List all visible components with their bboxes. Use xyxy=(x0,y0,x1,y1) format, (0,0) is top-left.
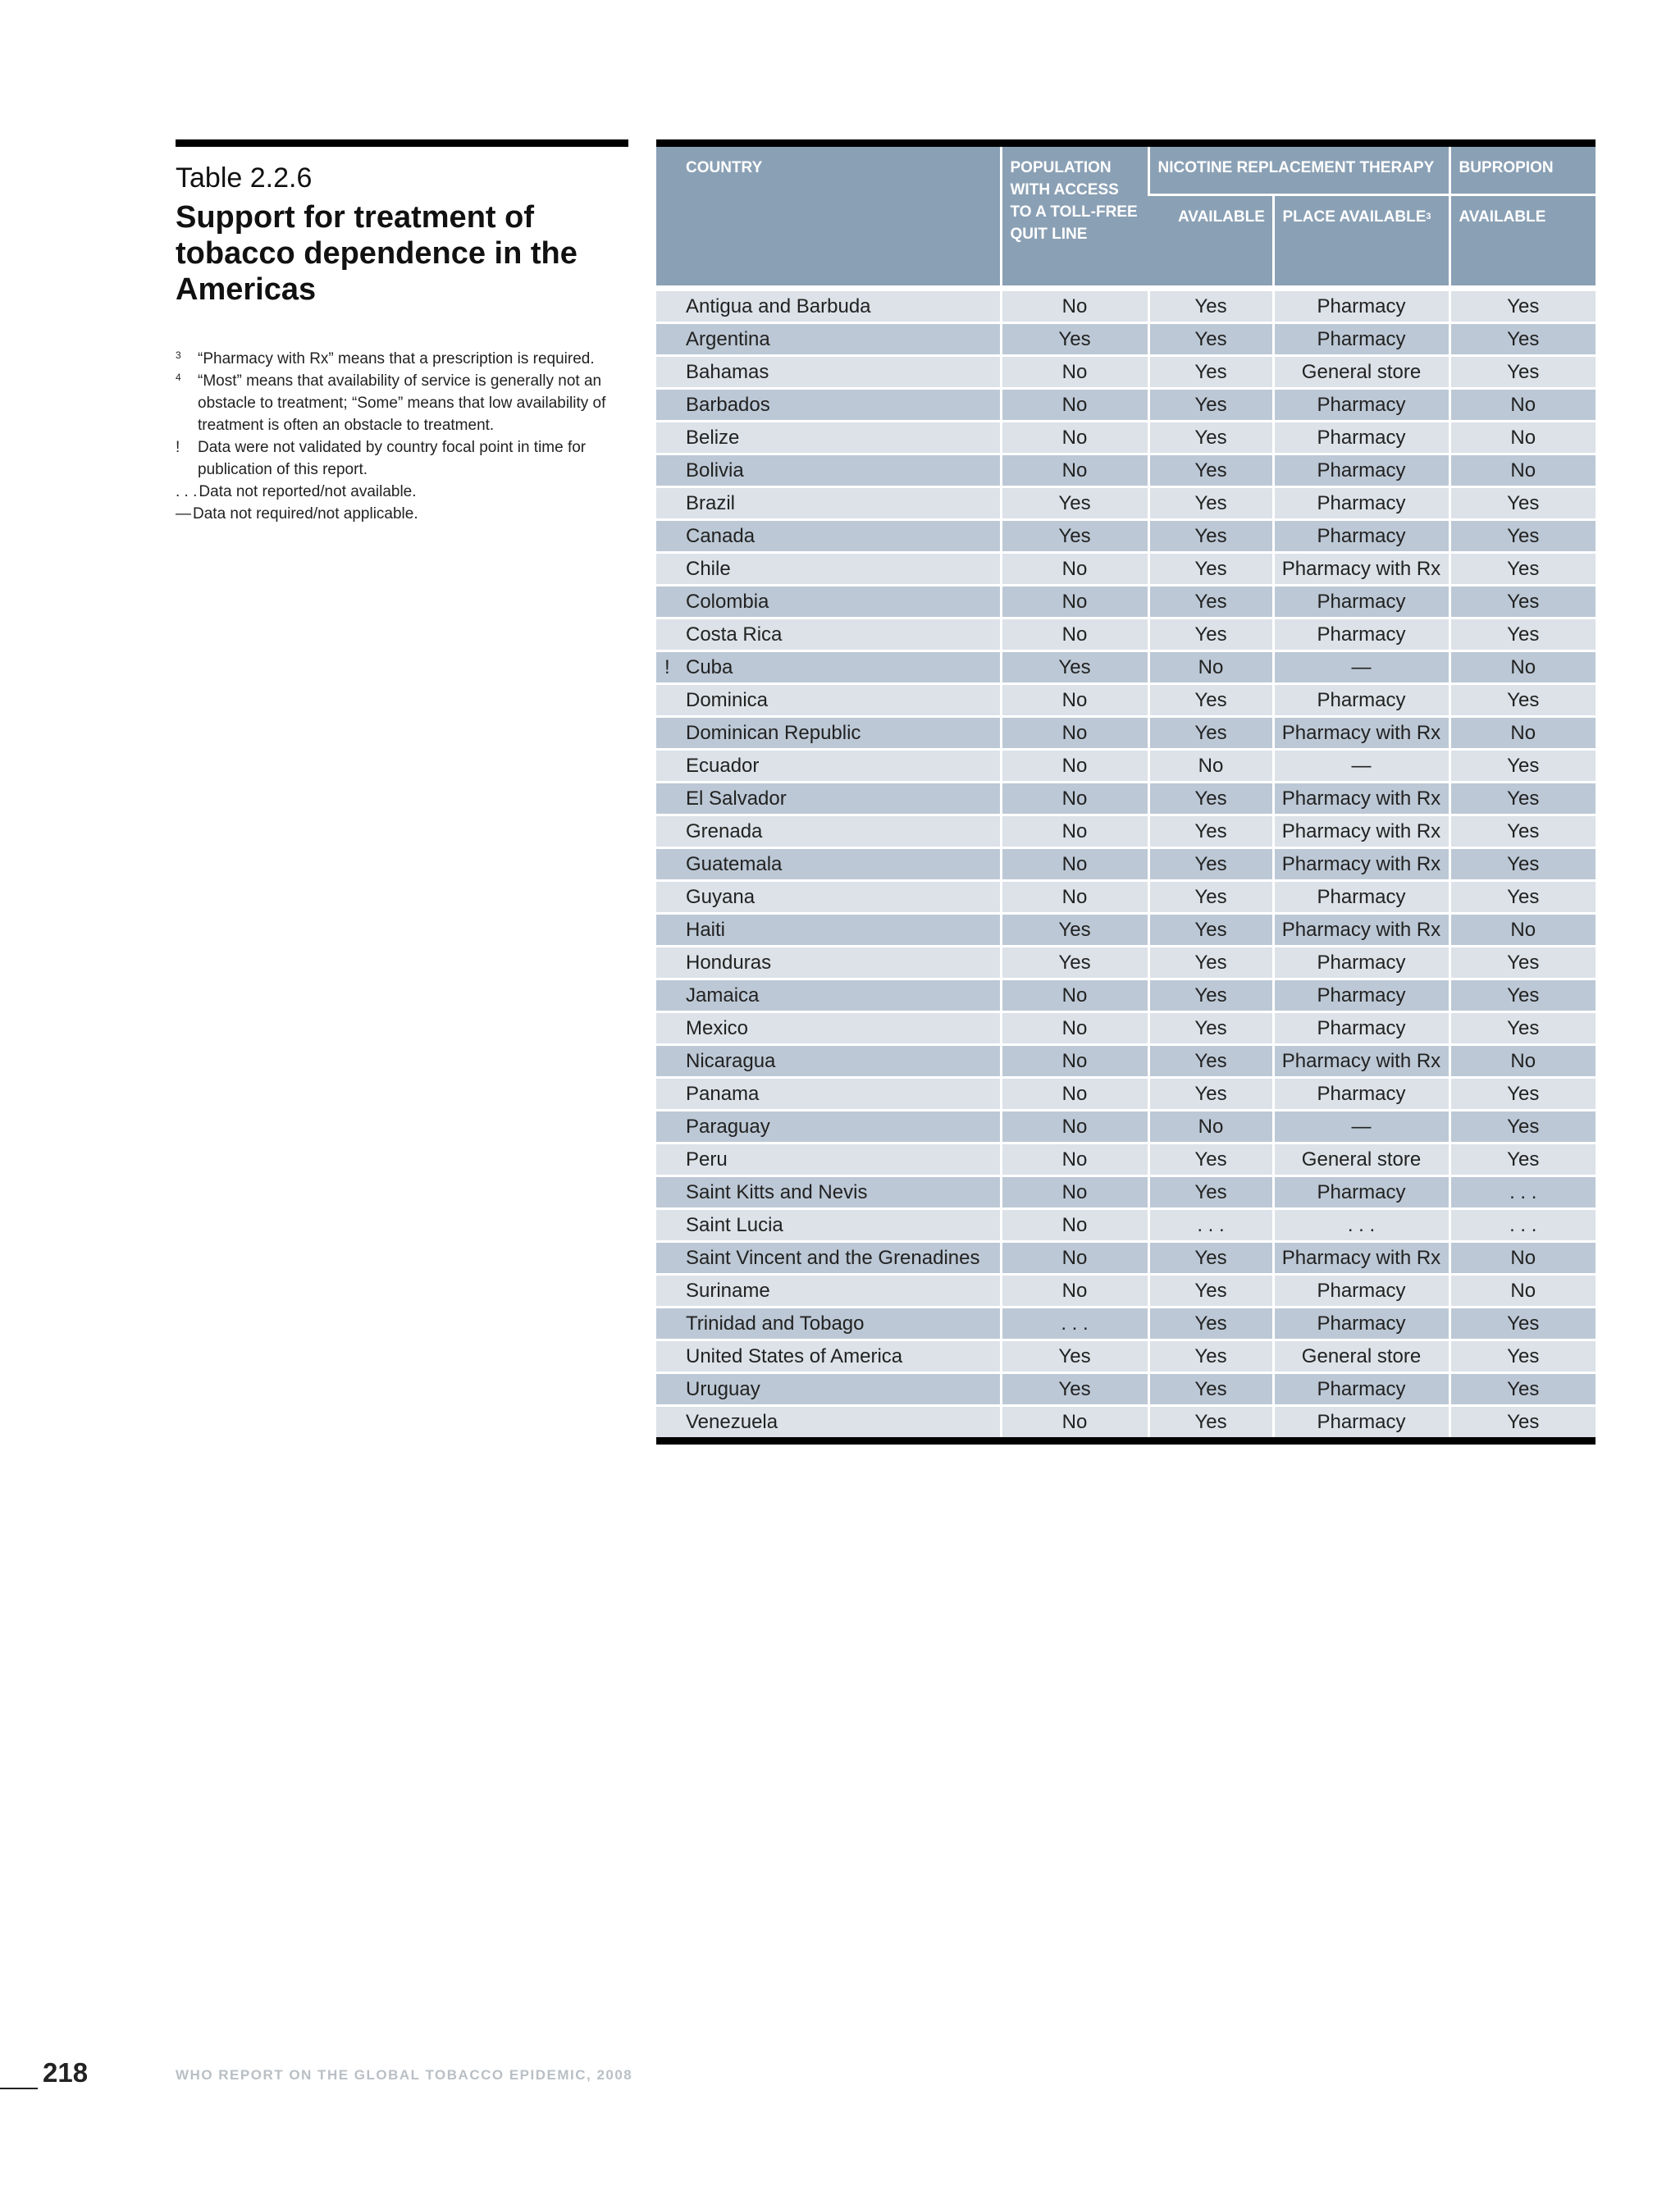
country-name: Canada xyxy=(686,524,756,547)
cell-nrt-place: Pharmacy xyxy=(1273,1012,1449,1045)
cell-quitline: No xyxy=(1001,619,1148,651)
cell-bupropion: Yes xyxy=(1449,586,1596,619)
cell-bupropion: Yes xyxy=(1449,947,1596,979)
cell-bupropion: Yes xyxy=(1449,1078,1596,1111)
cell-nrt-available: Yes xyxy=(1148,684,1273,717)
cell-nrt-available: Yes xyxy=(1148,487,1273,520)
country-name: Panama xyxy=(686,1082,760,1105)
cell-country xyxy=(656,1143,1001,1176)
cell-quitline: Yes xyxy=(1001,651,1148,684)
cell-country xyxy=(656,454,1001,487)
cell-quitline: No xyxy=(1001,881,1148,914)
cell-quitline: No xyxy=(1001,290,1148,323)
cell-country xyxy=(656,1275,1001,1308)
table-row xyxy=(656,1012,1596,1045)
table-caption xyxy=(176,139,628,308)
cell-nrt-place: Pharmacy xyxy=(1273,979,1449,1012)
footnotes xyxy=(176,348,635,525)
table-row xyxy=(656,914,1596,947)
table-number: Table 2.2.6 xyxy=(176,162,313,194)
running-title: WHO REPORT ON THE GLOBAL TOBACCO EPIDEMIC, 2008 xyxy=(176,2067,633,2083)
cell-nrt-place: Pharmacy xyxy=(1273,881,1449,914)
footnote-mark: . . . xyxy=(176,483,198,500)
cell-nrt-place: Pharmacy with Rx xyxy=(1273,848,1449,881)
table-row xyxy=(656,454,1596,487)
cell-country xyxy=(656,1078,1001,1111)
cell-nrt-place: Pharmacy xyxy=(1273,1406,1449,1438)
cell-nrt-available: Yes xyxy=(1148,914,1273,947)
cell-nrt-available: Yes xyxy=(1148,1143,1273,1176)
cell-bupropion: Yes xyxy=(1449,979,1596,1012)
not-validated-flag: ! xyxy=(664,656,670,678)
country-name: Uruguay xyxy=(686,1377,760,1400)
country-name: Guatemala xyxy=(686,852,783,875)
cell-bupropion: Yes xyxy=(1449,881,1596,914)
cell-nrt-available: Yes xyxy=(1148,619,1273,651)
cell-nrt-available: Yes xyxy=(1148,1406,1273,1438)
cell-quitline: Yes xyxy=(1001,914,1148,947)
cell-nrt-available: Yes xyxy=(1148,1275,1273,1308)
header-country: COUNTRY xyxy=(656,147,1001,285)
cell-bupropion: Yes xyxy=(1449,290,1596,323)
cell-nrt-available: Yes xyxy=(1148,1242,1273,1275)
header-quitline: POPULATION WITH ACCESS TO A TOLL-FREE QUIT LINE xyxy=(1001,147,1148,285)
cell-bupropion: Yes xyxy=(1449,815,1596,848)
cell-quitline: Yes xyxy=(1001,1340,1148,1373)
cell-bupropion: Yes xyxy=(1449,1143,1596,1176)
header-nrt-place xyxy=(1273,195,1449,286)
table-row xyxy=(656,520,1596,553)
cell-bupropion: Yes xyxy=(1449,684,1596,717)
footnote-text: Data not required/not applicable. xyxy=(193,505,418,523)
header-nrt-place-footnote: 3 xyxy=(1426,212,1431,221)
cell-nrt-place: Pharmacy xyxy=(1273,947,1449,979)
header-nrt-place-label: PLACE AVAILABLE xyxy=(1282,208,1427,226)
cell-bupropion: Yes xyxy=(1449,520,1596,553)
cell-nrt-available: Yes xyxy=(1148,422,1273,454)
footnote-mark: — xyxy=(176,505,191,523)
table-row xyxy=(656,684,1596,717)
cell-nrt-place: — xyxy=(1273,1111,1449,1143)
header-bupropion-group: BUPROPION xyxy=(1449,147,1596,195)
cell-quitline: . . . xyxy=(1001,1308,1148,1340)
country-name: Antigua and Barbuda xyxy=(686,294,871,317)
cell-country xyxy=(656,914,1001,947)
footnote-text: Data were not validated by country focal point in time for publication of this report. xyxy=(198,439,587,478)
footnote xyxy=(176,436,635,481)
country-name: Suriname xyxy=(686,1279,770,1302)
cell-country xyxy=(656,979,1001,1012)
cell-nrt-available: Yes xyxy=(1148,356,1273,389)
cell-country xyxy=(656,1176,1001,1209)
cell-bupropion: No xyxy=(1449,389,1596,422)
cell-country xyxy=(656,520,1001,553)
cell-nrt-available: . . . xyxy=(1148,1209,1273,1242)
table-row xyxy=(656,1111,1596,1143)
cell-nrt-available: Yes xyxy=(1148,1308,1273,1340)
page-number: 218 xyxy=(43,2057,89,2088)
cell-country xyxy=(656,717,1001,750)
cell-nrt-place: Pharmacy xyxy=(1273,520,1449,553)
country-name: Cuba xyxy=(686,655,733,678)
cell-quitline: No xyxy=(1001,1209,1148,1242)
cell-nrt-available: Yes xyxy=(1148,881,1273,914)
cell-quitline: No xyxy=(1001,1045,1148,1078)
table-row xyxy=(656,1176,1596,1209)
footnote-text: Data not reported/not available. xyxy=(199,483,417,500)
cell-quitline: No xyxy=(1001,389,1148,422)
country-name: Belize xyxy=(686,426,740,449)
cell-nrt-place: — xyxy=(1273,750,1449,783)
country-name: Saint Lucia xyxy=(686,1213,783,1236)
cell-nrt-place: — xyxy=(1273,651,1449,684)
cell-country xyxy=(656,1340,1001,1373)
country-name: Bolivia xyxy=(686,459,744,482)
country-name: Bahamas xyxy=(686,360,769,383)
country-name: Trinidad and Tobago xyxy=(686,1312,865,1335)
cell-country xyxy=(656,1209,1001,1242)
cell-nrt-place: Pharmacy xyxy=(1273,684,1449,717)
cell-country xyxy=(656,947,1001,979)
footnote xyxy=(176,348,635,370)
cell-quitline: Yes xyxy=(1001,520,1148,553)
country-name: Venezuela xyxy=(686,1410,778,1433)
footnote-text: “Pharmacy with Rx” means that a prescription is required. xyxy=(198,350,595,367)
cell-quitline: No xyxy=(1001,1012,1148,1045)
cell-nrt-place: Pharmacy xyxy=(1273,422,1449,454)
table-row xyxy=(656,487,1596,520)
table-row xyxy=(656,290,1596,323)
cell-nrt-available: Yes xyxy=(1148,586,1273,619)
cell-bupropion: No xyxy=(1449,1242,1596,1275)
cell-country xyxy=(656,422,1001,454)
cell-nrt-available: Yes xyxy=(1148,783,1273,815)
cell-nrt-available: Yes xyxy=(1148,1340,1273,1373)
country-name: Mexico xyxy=(686,1016,749,1039)
table-row xyxy=(656,750,1596,783)
footer-rule xyxy=(0,2088,38,2089)
country-name: Argentina xyxy=(686,327,770,350)
cell-quitline: No xyxy=(1001,783,1148,815)
country-name: Saint Kitts and Nevis xyxy=(686,1180,868,1203)
cell-nrt-place: Pharmacy with Rx xyxy=(1273,1045,1449,1078)
cell-quitline: No xyxy=(1001,815,1148,848)
country-name: Haiti xyxy=(686,918,726,941)
cell-nrt-available: Yes xyxy=(1148,389,1273,422)
table-row xyxy=(656,783,1596,815)
cell-bupropion: Yes xyxy=(1449,1308,1596,1340)
cell-bupropion: Yes xyxy=(1449,750,1596,783)
cell-nrt-available: Yes xyxy=(1148,454,1273,487)
country-name: Ecuador xyxy=(686,754,760,777)
cell-quitline: No xyxy=(1001,1078,1148,1111)
table-row xyxy=(656,619,1596,651)
cell-quitline: No xyxy=(1001,1143,1148,1176)
cell-bupropion: Yes xyxy=(1449,1373,1596,1406)
cell-nrt-place: Pharmacy with Rx xyxy=(1273,1242,1449,1275)
footnote xyxy=(176,370,635,436)
table-row xyxy=(656,717,1596,750)
cell-quitline: No xyxy=(1001,750,1148,783)
cell-country xyxy=(656,1242,1001,1275)
footnote-mark: 4 xyxy=(176,372,181,383)
cell-nrt-available: Yes xyxy=(1148,815,1273,848)
cell-quitline: No xyxy=(1001,848,1148,881)
footnote-mark: ! xyxy=(176,439,180,456)
country-name: Honduras xyxy=(686,951,772,974)
cell-nrt-available: Yes xyxy=(1148,1176,1273,1209)
table-body xyxy=(656,290,1596,1438)
cell-nrt-available: Yes xyxy=(1148,290,1273,323)
country-name: United States of America xyxy=(686,1344,903,1367)
cell-bupropion: No xyxy=(1449,422,1596,454)
cell-bupropion: . . . xyxy=(1449,1176,1596,1209)
country-name: Jamaica xyxy=(686,984,760,1006)
cell-nrt-place: Pharmacy xyxy=(1273,290,1449,323)
table-row xyxy=(656,586,1596,619)
footnote-mark: 3 xyxy=(176,349,181,361)
cell-quitline: No xyxy=(1001,422,1148,454)
cell-nrt-place: Pharmacy with Rx xyxy=(1273,717,1449,750)
table-row xyxy=(656,1045,1596,1078)
cell-quitline: No xyxy=(1001,1242,1148,1275)
table-row xyxy=(656,356,1596,389)
cell-country xyxy=(656,1111,1001,1143)
data-table xyxy=(656,147,1596,1437)
table-row xyxy=(656,651,1596,684)
footnote-text: “Most” means that availability of service is generally not an obstacle to treatment; “Some” means that low availability of treatment is often an obstacle to treatment. xyxy=(198,372,606,434)
cell-country xyxy=(656,750,1001,783)
table-row xyxy=(656,422,1596,454)
cell-bupropion: Yes xyxy=(1449,1406,1596,1438)
cell-country xyxy=(656,389,1001,422)
country-name: Grenada xyxy=(686,819,763,842)
cell-country xyxy=(656,1012,1001,1045)
cell-nrt-place: Pharmacy with Rx xyxy=(1273,815,1449,848)
header-nrt-group: NICOTINE REPLACEMENT THERAPY xyxy=(1148,147,1449,195)
table-row xyxy=(656,881,1596,914)
table-row xyxy=(656,553,1596,586)
cell-nrt-place: Pharmacy xyxy=(1273,1275,1449,1308)
cell-nrt-available: Yes xyxy=(1148,1078,1273,1111)
cell-bupropion: Yes xyxy=(1449,619,1596,651)
cell-quitline: Yes xyxy=(1001,1373,1148,1406)
cell-nrt-available: Yes xyxy=(1148,553,1273,586)
cell-nrt-place: Pharmacy xyxy=(1273,619,1449,651)
table-row xyxy=(656,1078,1596,1111)
cell-bupropion: No xyxy=(1449,454,1596,487)
table-row xyxy=(656,1209,1596,1242)
cell-country xyxy=(656,553,1001,586)
cell-quitline: Yes xyxy=(1001,947,1148,979)
cell-nrt-available: Yes xyxy=(1148,947,1273,979)
cell-quitline: No xyxy=(1001,1275,1148,1308)
cell-nrt-available: Yes xyxy=(1148,717,1273,750)
cell-bupropion: Yes xyxy=(1449,1111,1596,1143)
country-name: Colombia xyxy=(686,590,769,613)
cell-country xyxy=(656,684,1001,717)
cell-country xyxy=(656,487,1001,520)
cell-quitline: No xyxy=(1001,1111,1148,1143)
cell-nrt-place: General store xyxy=(1273,1143,1449,1176)
country-name: Paraguay xyxy=(686,1115,770,1138)
cell-nrt-available: Yes xyxy=(1148,1045,1273,1078)
footnote xyxy=(176,481,635,503)
cell-country xyxy=(656,848,1001,881)
country-name: Chile xyxy=(686,557,731,580)
cell-quitline: No xyxy=(1001,684,1148,717)
cell-nrt-place: Pharmacy xyxy=(1273,487,1449,520)
cell-nrt-available: Yes xyxy=(1148,1373,1273,1406)
cell-bupropion: Yes xyxy=(1449,323,1596,356)
cell-country xyxy=(656,651,1001,684)
table-row xyxy=(656,1308,1596,1340)
header-nrt-available: AVAILABLE xyxy=(1148,195,1273,286)
cell-country xyxy=(656,881,1001,914)
cell-quitline: Yes xyxy=(1001,487,1148,520)
cell-nrt-place: . . . xyxy=(1273,1209,1449,1242)
cell-country xyxy=(656,586,1001,619)
country-name: Costa Rica xyxy=(686,623,783,646)
cell-nrt-place: Pharmacy xyxy=(1273,1308,1449,1340)
cell-nrt-available: No xyxy=(1148,651,1273,684)
cell-country xyxy=(656,783,1001,815)
cell-country xyxy=(656,1373,1001,1406)
cell-country xyxy=(656,815,1001,848)
table-row xyxy=(656,815,1596,848)
table-row xyxy=(656,389,1596,422)
cell-nrt-available: Yes xyxy=(1148,1012,1273,1045)
country-name: Dominican Republic xyxy=(686,721,861,744)
cell-bupropion: No xyxy=(1449,1275,1596,1308)
cell-country xyxy=(656,1308,1001,1340)
cell-nrt-place: Pharmacy xyxy=(1273,454,1449,487)
cell-bupropion: . . . xyxy=(1449,1209,1596,1242)
cell-nrt-place: Pharmacy xyxy=(1273,586,1449,619)
cell-quitline: No xyxy=(1001,979,1148,1012)
cell-quitline: No xyxy=(1001,1176,1148,1209)
country-name: Guyana xyxy=(686,885,756,908)
cell-bupropion: No xyxy=(1449,914,1596,947)
cell-nrt-available: Yes xyxy=(1148,979,1273,1012)
cell-bupropion: No xyxy=(1449,717,1596,750)
cell-nrt-place: Pharmacy xyxy=(1273,1373,1449,1406)
cell-nrt-place: Pharmacy xyxy=(1273,1078,1449,1111)
cell-quitline: No xyxy=(1001,454,1148,487)
cell-bupropion: Yes xyxy=(1449,553,1596,586)
cell-bupropion: Yes xyxy=(1449,487,1596,520)
cell-country xyxy=(656,356,1001,389)
cell-nrt-place: General store xyxy=(1273,356,1449,389)
cell-quitline: No xyxy=(1001,1406,1148,1438)
cell-nrt-place: Pharmacy with Rx xyxy=(1273,783,1449,815)
cell-nrt-place: Pharmacy with Rx xyxy=(1273,553,1449,586)
cell-quitline: No xyxy=(1001,356,1148,389)
table-row xyxy=(656,1275,1596,1308)
cell-quitline: No xyxy=(1001,553,1148,586)
table-row xyxy=(656,848,1596,881)
cell-bupropion: Yes xyxy=(1449,1340,1596,1373)
country-name: Peru xyxy=(686,1148,728,1171)
table-row xyxy=(656,1340,1596,1373)
country-name: Saint Vincent and the Grenadines xyxy=(686,1246,980,1269)
country-name: Dominica xyxy=(686,688,769,711)
cell-country xyxy=(656,323,1001,356)
cell-nrt-available: Yes xyxy=(1148,848,1273,881)
cell-quitline: No xyxy=(1001,717,1148,750)
footnote xyxy=(176,503,635,525)
table-row xyxy=(656,1373,1596,1406)
table-title: Support for treatment of tobacco dependence in the Americas xyxy=(176,200,578,307)
table-row xyxy=(656,1143,1596,1176)
country-name: Nicaragua xyxy=(686,1049,776,1072)
table-row xyxy=(656,1406,1596,1438)
cell-nrt-place: Pharmacy xyxy=(1273,1176,1449,1209)
cell-nrt-place: General store xyxy=(1273,1340,1449,1373)
cell-bupropion: Yes xyxy=(1449,1012,1596,1045)
cell-nrt-available: Yes xyxy=(1148,323,1273,356)
cell-bupropion: No xyxy=(1449,1045,1596,1078)
table-row xyxy=(656,1242,1596,1275)
cell-nrt-available: No xyxy=(1148,750,1273,783)
header-bupropion-available: AVAILABLE xyxy=(1449,195,1596,286)
cell-nrt-available: Yes xyxy=(1148,520,1273,553)
cell-country xyxy=(656,1406,1001,1438)
data-table-container xyxy=(656,139,1596,1445)
cell-bupropion: Yes xyxy=(1449,783,1596,815)
cell-nrt-place: Pharmacy xyxy=(1273,323,1449,356)
country-name: El Salvador xyxy=(686,787,787,810)
country-name: Barbados xyxy=(686,393,770,416)
table-row xyxy=(656,323,1596,356)
cell-bupropion: No xyxy=(1449,651,1596,684)
cell-bupropion: Yes xyxy=(1449,356,1596,389)
cell-nrt-place: Pharmacy with Rx xyxy=(1273,914,1449,947)
table-row xyxy=(656,979,1596,1012)
cell-country xyxy=(656,619,1001,651)
cell-quitline: Yes xyxy=(1001,323,1148,356)
cell-nrt-available: No xyxy=(1148,1111,1273,1143)
country-name: Brazil xyxy=(686,491,736,514)
table-row xyxy=(656,947,1596,979)
cell-country xyxy=(656,1045,1001,1078)
cell-quitline: No xyxy=(1001,586,1148,619)
cell-nrt-place: Pharmacy xyxy=(1273,389,1449,422)
cell-country xyxy=(656,290,1001,323)
cell-bupropion: Yes xyxy=(1449,848,1596,881)
